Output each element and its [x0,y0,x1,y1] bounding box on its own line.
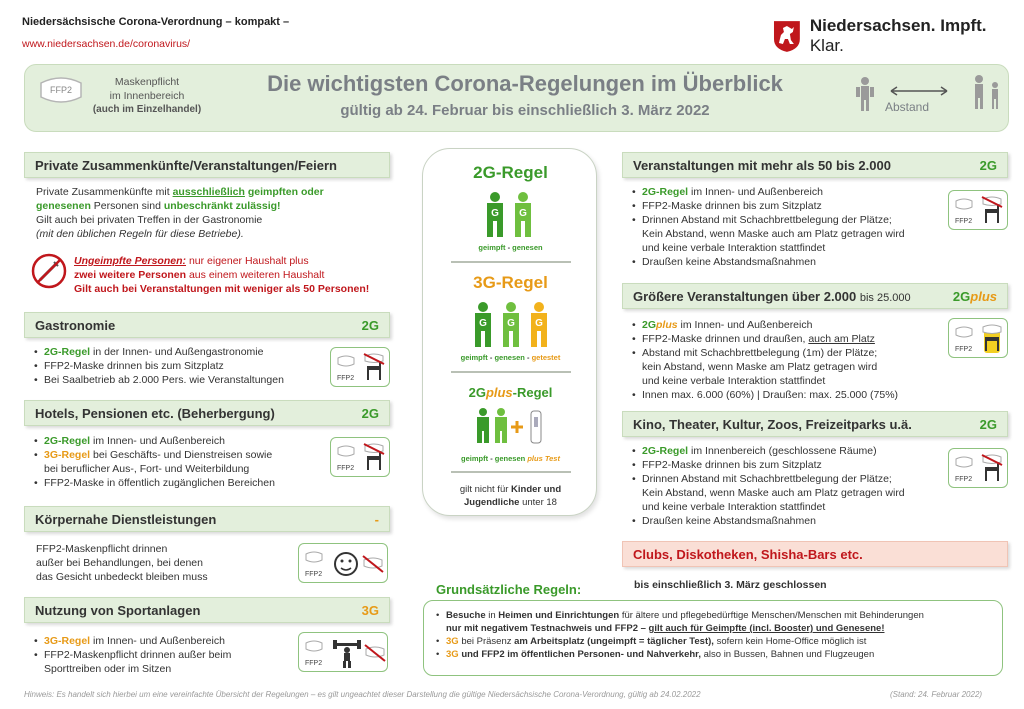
list-item: • 3G-Regel bei Geschäfts- und Dienstreisen sowie bei beruflicher Aus-, Fort- und Weiterbildung [34,448,334,476]
brand-slogan: Niedersachsen. Impft. Klar. [809,16,987,55]
age-exemption-note: gilt nicht für Kinder und Jugendliche unter 18 [459,484,562,508]
no-mask-at-seat-icon [979,195,1005,227]
footer-disclaimer: Hinweis: Es handelt sich hierbei um eine vereinfachte Übersicht der Regelungen – es gilt ungeachtet dieser Darstellung die gültige Niedersächsische Corona-Verordnung, gültig ab 24.02.2022 [24,690,701,699]
footer-date: (Stand: 24. Februar 2022) [890,690,983,699]
svg-text:FFP2: FFP2 [49,85,73,95]
list-item: • FFP2-Maske in öffentlich zugänglichen Bereichen [34,476,334,490]
vaccinated-recovered-plus-test-icon [475,407,547,447]
svg-text:G: G [479,318,487,329]
rule-2gplus-caption: geimpft - genesen plus Test [461,454,560,463]
title-banner [24,64,1009,132]
list-item: • Draußen keine Abstandsmaßnahmen [632,255,944,269]
brand-logo [772,16,1024,56]
sports-list [34,634,296,676]
no-mask-icon [361,552,385,576]
no-mask-icon [363,641,387,665]
face-icon [333,550,359,578]
rule-3g-caption: geimpft - genesen - getestet [460,353,561,362]
list-item: • Innen max. 6.000 (60%) | Draußen: max. 25.000 (75%) [632,388,944,402]
list-item: • 3G bei Präsenz am Arbeitsplatz (ungeimpft = täglicher Test), sofern kein Home-Office möglich ist [436,635,996,648]
unvaccinated-rules-text: Ungeimpfte Personen: nur eigener Haushalt plus zwei weitere Personen aus einem weiteren Haushalt Gilt auch bei Veranstaltungen mit weniger als 50 Personen! [74,255,370,295]
large-events-list [632,318,944,402]
vaccinated-recovered-people-icon [480,191,542,241]
culture-leisure-header: Kino, Theater, Kultur, Zoos, Freizeitparks u.ä. 2G [622,411,1008,437]
list-item: • 3G und FFP2 im öffentlichen Personen- und Nahverkehr, also in Bussen, Bahnen und Flugzeugen [436,648,996,661]
svg-text:G: G [519,208,527,219]
list-item: • FFP2-Maske drinnen bis zum Sitzplatz [632,458,944,472]
list-item: • Drinnen Abstand mit Schachbrettbelegung der Plätze; Kein Abstand, wenn Maske auch am Platz getragen wird und keine verbale Interaktion stattfindet [632,213,944,255]
svg-text:G: G [491,208,499,219]
page-title: Die wichtigsten Corona-Regelungen im Überblick [267,71,783,96]
basic-rules-box [423,600,1003,676]
culture-leisure-list [632,444,944,528]
mask-icon [337,444,355,458]
mask-icon [955,455,973,469]
basic-rules-header: Grundsätzliche Regeln: [436,582,582,597]
mask-seat-icon-box: FFP2 [948,190,1008,230]
private-gatherings-text: Private Zusammenkünfte mit ausschließlich geimpften oder genesenen Personen sind unbeschränkt zulässig! Gilt auch bei privaten Treffen in der Gastronomie (mit den üblichen Regeln für diese Betriebe). [36,186,324,240]
no-mask-at-seat-icon [361,442,387,474]
mask-at-seat-icon [979,323,1005,355]
divider [451,371,571,373]
mask-icon [305,550,323,564]
ffp2-mask-icon [37,73,85,107]
distance-people-icon [851,73,1001,123]
personal-services-text: FFP2-Maskenpflicht drinnen außer bei Behandlungen, bei denen das Gesicht unbedeckt bleiben muss [36,543,208,583]
clubs-header: Clubs, Diskotheken, Shisha-Bars etc. [622,541,1008,567]
list-item: • Draußen keine Abstandsmaßnahmen [632,514,944,528]
gastronomy-header: Gastronomie 2G [24,312,390,338]
events-50-2000-header: Veranstaltungen mit mehr als 50 bis 2.000 2G [622,152,1008,178]
large-events-header: Größere Veranstaltungen über 2.000 bis 25.000 2Gplus [622,283,1008,309]
mask-seat-icon-box: FFP2 [948,318,1008,358]
no-vaccine-icon [30,252,68,290]
mask-icon [337,354,355,368]
list-item: • 2Gplus im Innen- und Außenbereich [632,318,944,332]
mask-sport-icon-box: FFP2 [298,632,388,672]
distance-label: Abstand [885,100,930,114]
divider [451,471,571,473]
list-item: • 2G-Regel im Innen- und Außenbereich [34,434,334,448]
events-50-2000-list [632,185,944,269]
private-gatherings-header: Private Zusammenkünfte/Veranstaltungen/Feiern [24,152,390,178]
rule-2gplus-title: 2Gplus-Regel [468,385,553,400]
list-item: • Besuche in Heimen und Einrichtungen für ältere und pflegebedürftige Menschen/Menschen mit Behinderungen nur mit negativem Testnachweis und FFP2 – gilt auch für Geimpfte (incl. Booster) und Genesene! [436,609,996,635]
no-mask-at-seat-icon [361,352,387,384]
list-item: • Bei Saalbetrieb ab 2.000 Pers. wie Veranstaltungen [34,373,334,387]
mask-face-icon-box: FFP2 [298,543,388,583]
mask-seat-icon-box: FFP2 [330,437,390,477]
list-item: • FFP2-Maskenpflicht drinnen außer beim Sporttreiben oder im Sitzen [34,648,296,676]
rules-legend-panel [422,148,597,516]
lower-saxony-horse-icon [772,19,802,53]
rule-3g-title: 3G-Regel [473,273,548,292]
rule-2g-title: 2G-Regel [473,163,548,182]
mask-seat-icon-box: FFP2 [330,347,390,387]
gastronomy-list [34,345,334,387]
list-item: • 3G-Regel im Innen- und Außenbereich [34,634,296,648]
list-item: • Abstand mit Schachbrettbelegung (1m) der Plätze; kein Abstand, wenn Maske am Platz getragen wird und keine verbale Interaktion stattfindet [632,346,944,388]
divider [451,261,571,263]
svg-text:G: G [507,318,515,329]
list-item: • FFP2-Maske drinnen bis zum Sitzplatz [34,359,334,373]
personal-services-header: Körpernahe Dienstleistungen - [24,506,390,532]
hotels-header: Hotels, Pensionen etc. (Beherbergung) 2G [24,400,390,426]
mask-requirement-label: Maskenpflicht im Innenbereich (auch im Einzelhandel) [92,76,202,115]
mask-icon [955,325,973,339]
vaccinated-recovered-tested-people-icon [470,301,552,351]
header-title: Niedersächsische Corona-Verordnung – kompakt – [22,16,290,28]
list-item: • Drinnen Abstand mit Schachbrettbelegung der Plätze; Kein Abstand, wenn Maske auch am Platz getragen wird und keine verbale Interaktion stattfindet [632,472,944,514]
no-mask-at-seat-icon [979,453,1005,485]
header-url-link[interactable]: www.niedersachsen.de/coronavirus/ [22,38,191,50]
weightlifter-icon [333,637,361,669]
clubs-closed-note: bis einschließlich 3. März geschlossen [634,579,827,591]
list-item: • 2G-Regel in der Innen- und Außengastronomie [34,345,334,359]
svg-text:G: G [535,318,543,329]
list-item: • 2G-Regel im Innenbereich (geschlossene Räume) [632,444,944,458]
mask-icon [955,197,973,211]
list-item: • 2G-Regel im Innen- und Außenbereich [632,185,944,199]
list-item: • FFP2-Maske drinnen bis zum Sitzplatz [632,199,944,213]
list-item: • FFP2-Maske drinnen und draußen, auch am Platz [632,332,944,346]
page-subtitle: gültig ab 24. Februar bis einschließlich 3. März 2022 [340,102,710,119]
hotels-list [34,434,334,490]
basic-rules-list [436,609,996,661]
sports-facilities-header: Nutzung von Sportanlagen 3G [24,597,390,623]
mask-icon [305,639,323,653]
mask-seat-icon-box: FFP2 [948,448,1008,488]
rule-2g-caption: geimpft - genesen [478,243,543,252]
